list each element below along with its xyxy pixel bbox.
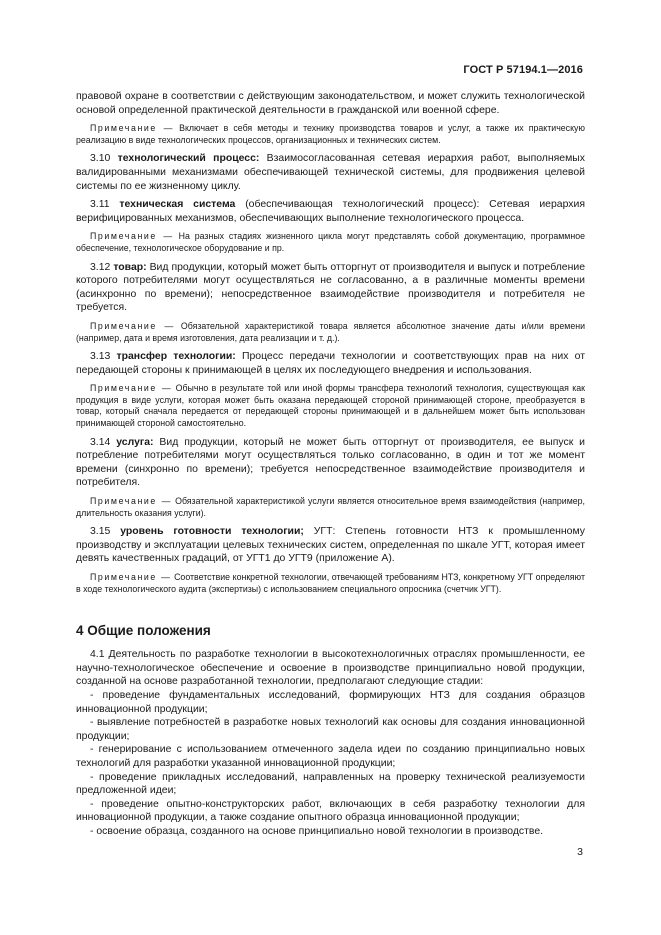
def-number: 3.10 [90, 153, 111, 165]
note-text: Соответствие конкретной технологии, отвечающей требованиям НТЗ, конкретному УГТ определяют в ходе технологического аудита (экспертизы) с использованием специального опросника (счетчик УГТ). [76, 572, 585, 594]
page-content [76, 90, 585, 839]
def-number: 3.13 [90, 351, 111, 363]
note-text: Включает в себя методы и технику производства товаров и услуг, а также их практическую реализацию в виде технологических процессов, организационных и технических систем. [76, 123, 586, 145]
def-term: уровень готовности технологии; [120, 526, 304, 538]
note-3-13 [76, 383, 585, 429]
def-text: Вид продукции, который не может быть отторгнут от производителя, ее выпуск и потребление потребителями могут осуществляться только согласованно, в один и тот же момент времени (синхронно по времени); требуется непосредственное взаимодействие производителя и потребителя. [76, 436, 585, 489]
note-label: Примечание — [90, 572, 172, 582]
note-label: Примечание — [90, 496, 173, 507]
def-number: 3.15 [90, 526, 111, 538]
note-label: Примечание — [90, 123, 174, 134]
def-text: Взаимосогласованная сетевая иерархия работ, выполняемых валидированными механизмами обеспечивающей технической системы, для продвижения целевой системы по ее жизненному циклу. [76, 153, 585, 192]
def-text: Процесс передачи технологии и соответствующих прав на них от передающей стороны к принимающей в целях их последующего внедрения и использования. [76, 351, 585, 376]
list-item: - проведение прикладных исследований, направленных на проверку технической реализуемости предложенной идеи; [76, 771, 585, 797]
note-3-11 [76, 231, 585, 254]
def-term: услуга: [116, 436, 154, 448]
def-text: Вид продукции, который может быть отторгнут от производителя и выпуск и потребление которого потребителями могут осуществляться не согласованно, а в различные моменты времени (асинхронно по времени); непосредственное взаимодействие производителя и потребителя не требуется. [76, 261, 586, 314]
note-label: Примечание — [90, 383, 173, 394]
list-item: - выявление потребностей в разработке новых технологий как основы для создания инновационной продукции; [76, 717, 585, 742]
definition-3-10 [76, 152, 585, 193]
definition-3-15 [76, 525, 585, 566]
def-term: трансфер технологии: [116, 351, 236, 363]
paragraph-4-1: 4.1 Деятельность по разработке технологии в высокотехнологичных отраслях промышленности, ее научно-технологическое обеспечение и освоение в производстве принципиально новой продукции, созданной на основе разработанной технологии, предполагают следующие стадии: [76, 649, 585, 688]
page-number: 3 [577, 846, 583, 858]
list-item: - освоение образца, созданного на основе принципиально новой технологии в производстве. [90, 825, 544, 837]
note-label: Примечание — [90, 320, 175, 331]
note-text: Обязательной характеристикой товара является абсолютное значение даты и/или времени (например, дата и время изготовления, дата реализации и т. д.). [76, 320, 585, 343]
list-item: - генерирование с использованием отмеченного задела идеи по созданию принципиально новых технологий для разработки указанной инновационной продукции; [76, 744, 585, 769]
section-4-title: 4 Общие положения [76, 623, 211, 639]
note-3-14 [76, 496, 585, 519]
def-term: товар: [113, 261, 147, 273]
definition-3-14 [76, 436, 585, 490]
def-text: УГТ: Степень готовности НТЗ к промышленному производству и эксплуатации целевых технических систем, определенная по шкале УГТ, которая имеет девять качественных градаций, от УГТ1 до УГТ9 (приложение А). [76, 526, 585, 565]
note-text: Обязательной характеристикой услуги является относительное время взаимодействия (например, длительность оказания услуги). [76, 496, 585, 518]
definition-3-13 [76, 350, 585, 377]
intro-paragraph: правовой охране в соответствии с действующим законодательством, и может служить технологической основой определенной практической деятельности в гражданской или военной сфере. [76, 91, 585, 116]
note-label: Примечание — [90, 231, 174, 242]
note-3-15 [76, 572, 585, 595]
def-number: 3.11 [90, 199, 110, 211]
note-text: На разных стадиях жизненного цикла могут представлять собой документацию, программное обеспечение, технологическое оборудование и пр. [76, 231, 585, 253]
list-item: - проведение фундаментальных исследований, формирующих НТЗ для создания образцов инновационной продукции; [76, 689, 585, 715]
def-term: техническая система [119, 199, 236, 211]
note-intro [76, 123, 585, 146]
list-item: - проведение опытно-конструкторских работ, включающих в себя разработку технологии для инновационной продукции, а также создание опытного образца инновационной продукции; [76, 798, 585, 824]
definition-3-11 [76, 198, 585, 225]
document-id-header: ГОСТ Р 57194.1—2016 [463, 64, 583, 76]
note-3-12 [76, 321, 585, 344]
def-number: 3.14 [90, 436, 111, 448]
def-term: технологический процесс: [117, 153, 260, 165]
def-number: 3.12 [90, 261, 111, 273]
def-text: (обеспечивающая технологический процесс): Сетевая иерархия верифицированных механизмов, обеспечивающих выполнение технологического процесса. [76, 199, 585, 224]
note-text: Обычно в результате той или иной формы трансфера технологий технология, существующая как продукция в виде услуги, которая может быть оказана передающей стороной принимающей стороне, преобразуется в товар, который сначала передается от передающей стороны принимающей и в дальнейшем может быть использован принимающей стороной самостоятельно. [76, 383, 586, 429]
definition-3-12 [76, 261, 585, 315]
